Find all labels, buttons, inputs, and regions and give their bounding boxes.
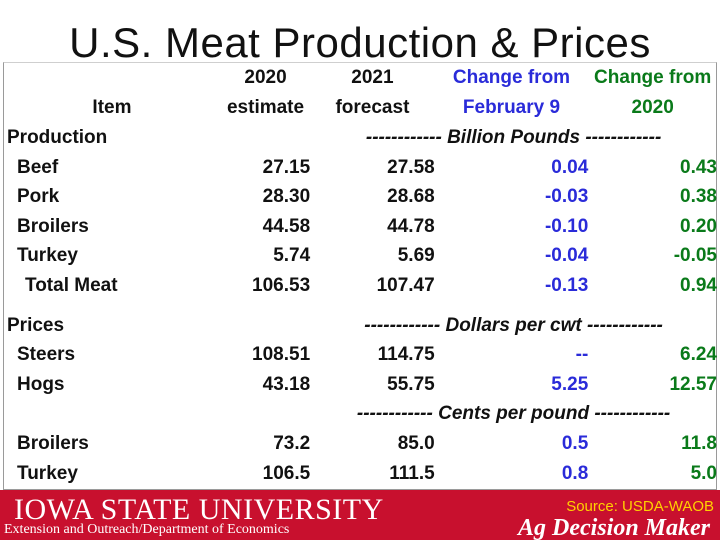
- cell-2020: 28.30: [262, 186, 311, 208]
- table-row: [3, 370, 717, 400]
- row-label: Broilers: [17, 432, 89, 454]
- cell-change-2020: 5.0: [690, 462, 717, 484]
- unit-dollars-per-cwt: ------------ Dollars per cwt ------------: [364, 314, 663, 336]
- meat-table: [3, 63, 717, 488]
- cell-2021: 44.78: [387, 215, 435, 237]
- source-text: Source: USDA-WAOB: [566, 498, 714, 515]
- cell-change-feb: 5.25: [551, 373, 589, 395]
- slide-title: U.S. Meat Production & Prices: [69, 19, 651, 66]
- cell-change-2020: 0.94: [680, 274, 717, 296]
- cell-change-2020: 0.20: [680, 215, 717, 237]
- table-row: [3, 182, 717, 212]
- cell-2020: 106.5: [262, 462, 311, 484]
- unit-cents-per-pound: ------------ Cents per pound ------------: [356, 403, 671, 425]
- cell-2020: 43.18: [262, 373, 311, 395]
- cell-2020: 106.53: [252, 274, 311, 296]
- header-item: Item: [92, 97, 132, 118]
- table-row: [3, 459, 717, 489]
- cell-change-2020: 12.57: [669, 373, 717, 395]
- cell-change-feb: -0.10: [544, 215, 589, 237]
- unit-billion-pounds: ------------ Billion Pounds ------------: [365, 127, 662, 148]
- cell-change-2020: 11.8: [681, 432, 717, 454]
- cell-change-2020: -0.05: [673, 245, 717, 267]
- section-row: [3, 311, 717, 341]
- extension-text: Extension and Outreach/Department of Economics: [4, 522, 290, 537]
- cell-2021: 111.5: [389, 462, 435, 484]
- header-row-1: [3, 63, 717, 93]
- row-label: Turkey: [17, 245, 78, 267]
- cell-change-2020: 0.38: [680, 186, 717, 208]
- row-label: Turkey: [17, 462, 78, 484]
- header-row-2: [3, 93, 717, 123]
- header-february-9: February 9: [462, 97, 561, 118]
- cell-2021: 5.69: [397, 245, 435, 267]
- header-change-2020: Change from: [594, 67, 712, 88]
- row-label: Hogs: [17, 373, 65, 395]
- table-row: [3, 153, 717, 183]
- header-forecast: forecast: [335, 97, 410, 118]
- row-label: Steers: [17, 344, 76, 366]
- cell-2020: 108.51: [252, 344, 311, 366]
- spacer-row: [3, 301, 717, 311]
- ag-decision-maker-logo: Ag Decision Maker: [518, 515, 710, 541]
- cell-2020: 5.74: [273, 245, 311, 267]
- cell-2021: 55.75: [387, 373, 435, 395]
- cell-2020: 44.58: [262, 215, 311, 237]
- cell-change-feb: 0.04: [551, 156, 589, 178]
- section-prices: Prices: [7, 314, 65, 336]
- header-2020: 2020: [631, 97, 674, 118]
- university-logo: IOWA STATE UNIVERSITY: [14, 493, 384, 526]
- table-row: [3, 241, 717, 271]
- table-row: [3, 212, 717, 242]
- row-label: Pork: [17, 186, 60, 208]
- table-row: [3, 429, 717, 459]
- cell-2020: 27.15: [262, 156, 311, 178]
- cell-change-feb: 0.8: [561, 462, 589, 484]
- cell-change-feb: -0.03: [544, 186, 589, 208]
- cell-change-2020: 6.24: [680, 344, 717, 366]
- cell-change-feb: --: [575, 344, 589, 366]
- cell-2021: 107.47: [376, 274, 435, 296]
- section-production: Production: [7, 127, 108, 148]
- cell-2021: 27.58: [387, 156, 435, 178]
- cell-2021: 28.68: [387, 186, 435, 208]
- row-label: Beef: [17, 156, 59, 178]
- section-row: [3, 123, 717, 153]
- unit-row: [3, 399, 717, 429]
- header-2020: 2020: [244, 67, 287, 88]
- cell-change-feb: 0.5: [561, 432, 589, 454]
- row-label: Total Meat: [25, 274, 118, 296]
- header-change-feb: Change from: [452, 67, 571, 88]
- cell-2021: 114.75: [377, 344, 435, 366]
- cell-2020: 73.2: [273, 432, 311, 454]
- table-row: [3, 340, 717, 370]
- cell-change-feb: -0.13: [544, 274, 589, 296]
- table-row-total: [3, 271, 717, 301]
- header-estimate: estimate: [226, 97, 305, 118]
- cell-change-2020: 0.43: [680, 156, 717, 178]
- cell-change-feb: -0.04: [544, 245, 589, 267]
- header-2021: 2021: [351, 67, 394, 88]
- row-label: Broilers: [17, 215, 89, 237]
- cell-2021: 85.0: [397, 432, 435, 454]
